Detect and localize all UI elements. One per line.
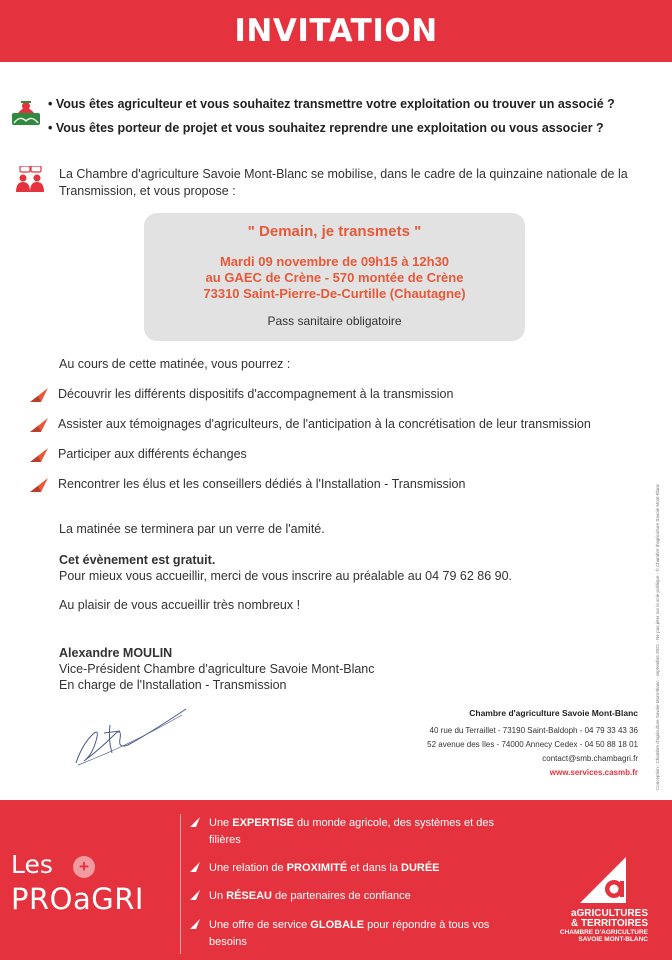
signatory-role: En charge de l'Installation - Transmission [59, 678, 287, 692]
people-discussion-icon [14, 166, 46, 192]
program-item-text: Participer aux différents échanges [58, 447, 247, 461]
event-details [144, 254, 525, 302]
logo-a-mark-icon [576, 855, 632, 905]
logo-line: CHAMBRE D'AGRICULTURE [559, 929, 648, 936]
website-link[interactable]: www.services.casmb.fr [549, 768, 638, 777]
arrow-bullet-icon [30, 448, 48, 462]
brand-proagri: PROaGRI [11, 882, 144, 916]
question-farmer: Vous êtes agriculteur et vous souhaitez transmettre votre exploitation ou trouver un associé ? [55, 97, 615, 111]
footer-item-text: Une EXPERTISE du monde agricole, des systèmes et des filières [209, 817, 494, 846]
question-project-holder: Vous êtes porteur de projet et vous souhaitez reprendre une exploitation ou vous associer ? [55, 121, 604, 135]
program-item-text: Découvrir les différents dispositifs d'accompagnement à la transmission [58, 387, 454, 401]
event-card [144, 213, 525, 341]
address-line: 52 avenue des Iles - 74000 Annecy Cedex - 04 50 88 18 01 [427, 740, 638, 749]
signatory-role: Vice-Président Chambre d'agriculture Savoie Mont-Blanc [59, 662, 375, 676]
arrow-bullet-icon [190, 862, 200, 872]
logo-line: & TERRITOIRES [570, 918, 648, 929]
intro-line: Transmission, et vous propose : [59, 184, 236, 198]
address-line: 40 rue du Terraillet - 73190 Saint-Baldoph - 04 79 33 43 36 [429, 726, 638, 735]
arrow-bullet-icon [30, 478, 48, 492]
signatory-block [59, 645, 375, 693]
arrow-bullet-icon [190, 817, 200, 827]
address-org: Chambre d'agriculture Savoie Mont-Blanc [469, 708, 638, 718]
event-place: au GAEC de Crène - 570 montée de Crène [205, 270, 464, 285]
arrow-bullet-icon [30, 388, 48, 402]
program-intro: Au cours de cette matinée, vous pourrez : [59, 357, 291, 371]
page-title: INVITATION [234, 13, 438, 49]
contact-email[interactable]: contact@smb.chambagri.fr [542, 754, 638, 763]
question-line: • Vous êtes porteur de projet et vous souhaitez reprendre une exploitation ou vous associer ? [48, 121, 604, 135]
footer-item-text: Un RÉSEAU de partenaires de confiance [209, 890, 411, 902]
program-item [30, 416, 630, 434]
brand-les: Les [11, 850, 53, 879]
logo-line: SAVOIE MONT-BLANC [578, 936, 648, 943]
signature-image [70, 705, 190, 767]
program-item [30, 446, 630, 464]
question-line: • Vous êtes agriculteur et vous souhaitez transmettre votre exploitation ou trouver un associé ? [48, 97, 615, 111]
footer-item-text: Une relation de PROXIMITÉ et dans la DURÉE [209, 862, 440, 874]
event-city: 73310 Saint-Pierre-De-Curtille (Chautagne) [203, 286, 466, 301]
arrow-bullet-icon [30, 418, 48, 432]
agricultures-territoires-logo [548, 855, 648, 945]
registration-notice: Pour mieux vous accueillir, merci de vous inscrire au préalable au 04 79 62 86 90. [59, 569, 513, 583]
brand-plus-icon: + [73, 856, 95, 878]
footer-divider [180, 814, 181, 954]
program-item [30, 476, 630, 494]
invitation-banner [0, 0, 672, 62]
welcome-text: Au plaisir de vous accueillir très nombreux ! [59, 598, 301, 612]
side-credit [655, 400, 667, 790]
farmer-icon [12, 99, 40, 125]
footer-item-text: Une offre de service GLOBALE pour répondre à tous vos besoins [209, 919, 490, 948]
event-date: Mardi 09 novembre de 09h15 à 12h30 [219, 254, 450, 269]
event-tagline: " Demain, je transmets " [247, 223, 422, 240]
side-credit-text: Conception : Chambre d'agriculture Savoie Mont-Blanc - septembre 2021 - Ne pas jeter sur la voie publique - © Chambre d'agriculture Savoie Mont-Blanc [655, 483, 660, 790]
free-event-notice: Cet évènement est gratuit. [59, 553, 216, 567]
closing-end: La matinée se terminera par un verre de l'amité. [59, 522, 325, 536]
intro-line: La Chambre d'agriculture Savoie Mont-Blanc se mobilise, dans le cadre de la quinzaine nationale de la [59, 167, 628, 181]
signatory-name: Alexandre MOULIN [59, 646, 173, 660]
event-pass-notice: Pass sanitaire obligatoire [267, 314, 402, 328]
program-item-text: Assister aux témoignages d'agriculteurs, de l'anticipation à la concrétisation de leur transmission [58, 417, 591, 431]
program-item [30, 386, 630, 404]
arrow-bullet-icon [190, 919, 200, 929]
arrow-bullet-icon [190, 890, 200, 900]
program-item-text: Rencontrer les élus et les conseillers dédiés à l'Installation - Transmission [58, 477, 466, 491]
logo-line: aGRICULTURES [570, 908, 648, 919]
intro-paragraph [59, 166, 628, 200]
